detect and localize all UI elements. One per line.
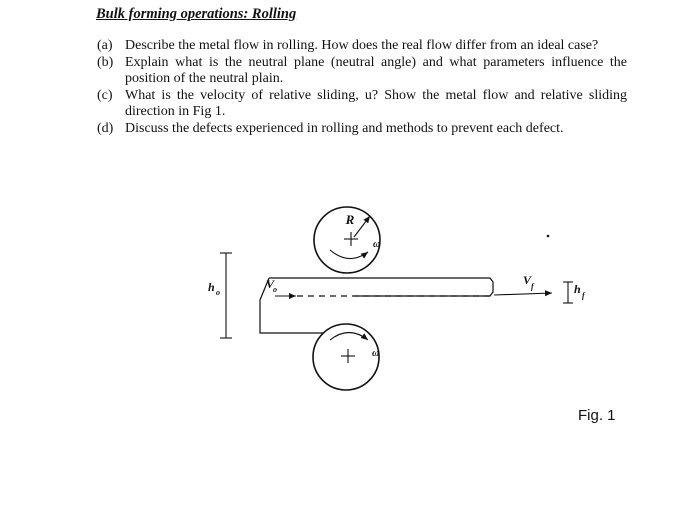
omega-label-top: ω	[373, 239, 381, 250]
h0-label: h	[208, 280, 215, 294]
section-title: Bulk forming operations: Rolling	[96, 6, 297, 22]
question-text: What is the velocity of relative sliding, u? Show the metal flow and relative sliding direction in Fig 1.	[125, 87, 627, 119]
entry-thickness-dimension	[220, 253, 232, 338]
question-text: Describe the metal flow in rolling. How does the real flow differ from an ideal case?	[125, 38, 599, 53]
question-label: (a)	[97, 38, 113, 53]
vf-subscript: f	[531, 282, 534, 291]
figure-caption: Fig. 1	[578, 407, 616, 424]
v0-subscript: o	[273, 285, 277, 294]
hf-label: h	[574, 282, 581, 296]
exit-velocity-arrow	[494, 293, 552, 295]
question-text: Discuss the defects experienced in rolling and methods to prevent each defect.	[125, 120, 564, 136]
h0-subscript: o	[216, 288, 220, 297]
vf-label: V	[523, 273, 532, 287]
exit-thickness-dimension	[563, 282, 573, 303]
radius-label: R	[345, 212, 355, 227]
question-text: Explain what is the neutral plane (neutral angle) and what parameters influence the position of the neutral plain.	[125, 54, 627, 86]
marker-dot	[547, 235, 550, 238]
omega-label-bottom: ω	[372, 348, 380, 359]
v0-label: V	[266, 277, 275, 291]
workpiece-strip	[260, 278, 493, 333]
question-label: (d)	[97, 120, 114, 136]
bottom-roll	[313, 324, 379, 390]
question-label: (c)	[97, 87, 113, 103]
hf-subscript: f	[582, 291, 585, 300]
question-label: (b)	[97, 54, 114, 70]
